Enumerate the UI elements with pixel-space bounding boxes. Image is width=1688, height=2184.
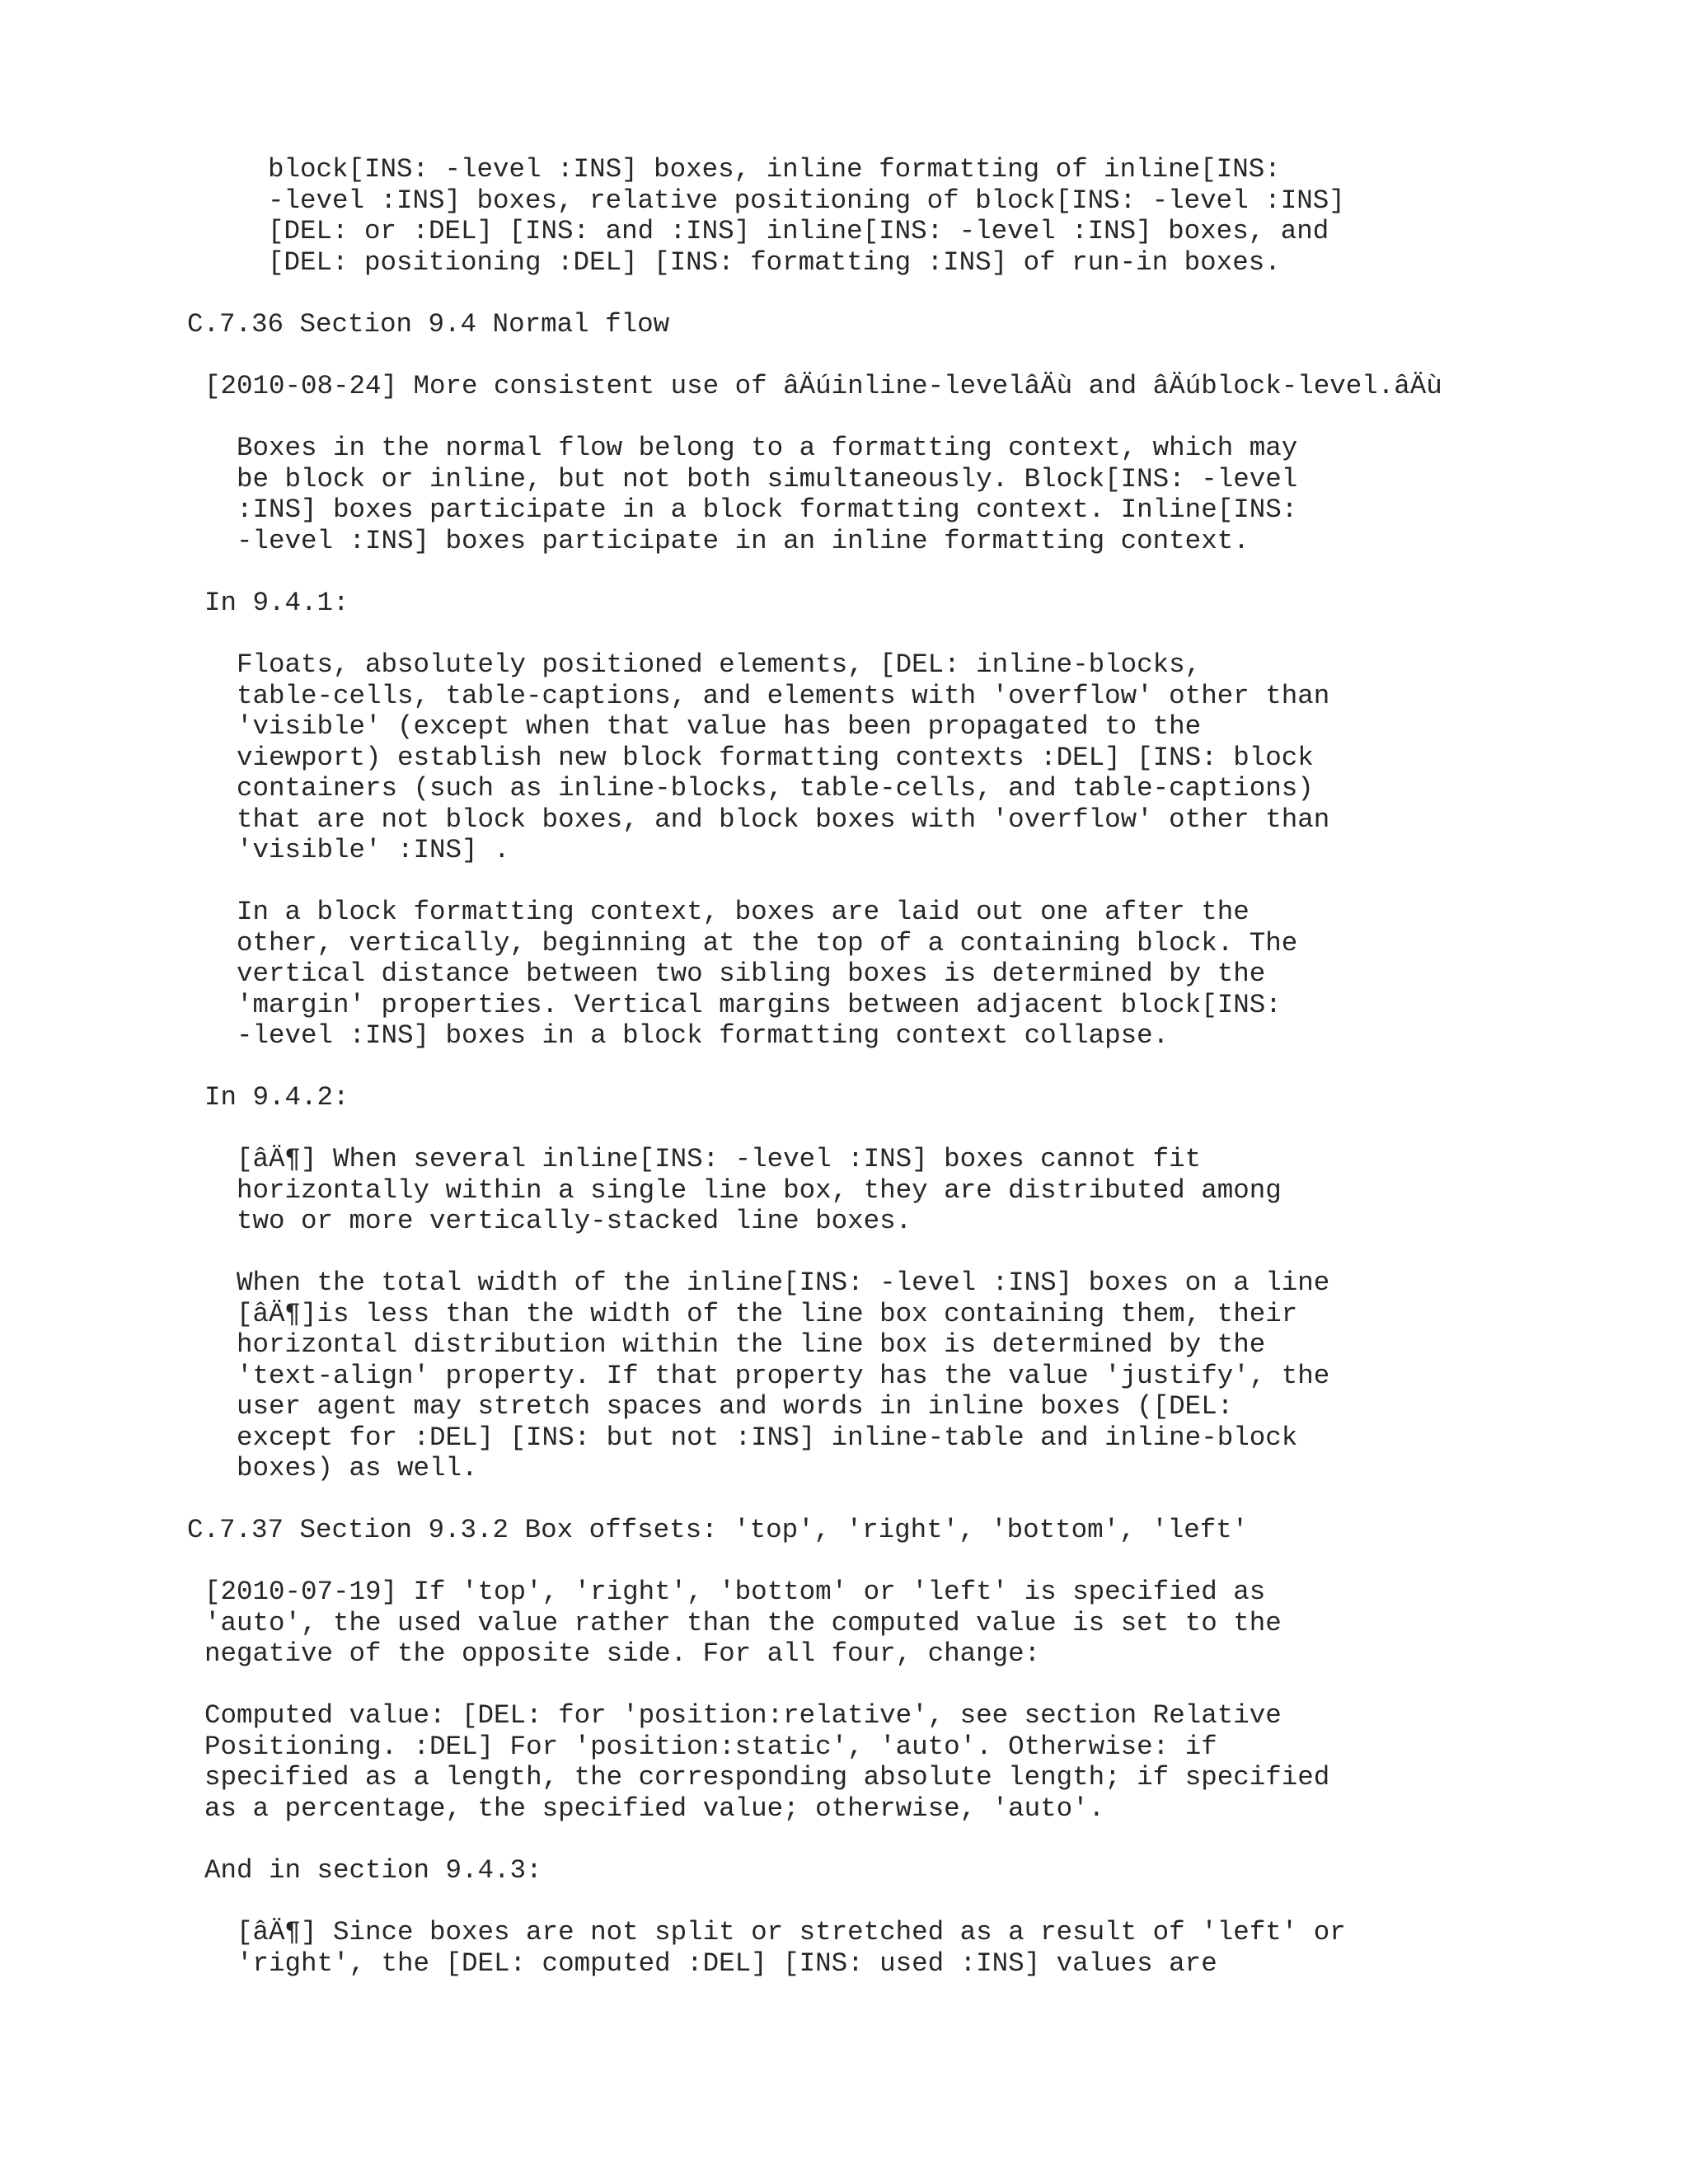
text-line: [DEL: positioning :DEL] [INS: formatting :INS] of run-in boxes. <box>268 247 1281 278</box>
text-line: two or more vertically-stacked line boxes. <box>237 1206 912 1236</box>
text-line: In 9.4.1: <box>204 588 349 618</box>
text-line: 'auto', the used value rather than the computed value is set to the <box>204 1608 1282 1638</box>
text-line: that are not block boxes, and block boxes with 'overflow' other than <box>237 804 1330 835</box>
text-line: other, vertically, beginning at the top of a containing block. The <box>237 928 1298 958</box>
text-line: 'margin' properties. Vertical margins between adjacent block[INS: <box>237 990 1282 1020</box>
text-line: table-cells, table-captions, and elements with 'overflow' other than <box>237 681 1330 711</box>
text-line: Computed value: [DEL: for 'position:relative', see section Relative <box>204 1700 1282 1731</box>
text-line: [âÄ¶]is less than the width of the line box containing them, their <box>237 1299 1298 1329</box>
text-line: Positioning. :DEL] For 'position:static', 'auto'. Otherwise: if <box>204 1732 1217 1762</box>
text-line: horizontal distribution within the line box is determined by the <box>237 1329 1266 1360</box>
text-line: horizontally within a single line box, they are distributed among <box>237 1175 1282 1206</box>
text-line: [âÄ¶] Since boxes are not split or stretched as a result of 'left' or <box>237 1917 1346 1947</box>
text-line: 'right', the [DEL: computed :DEL] [INS: used :INS] values are <box>237 1948 1217 1979</box>
text-line: negative of the opposite side. For all four, change: <box>204 1638 1041 1669</box>
text-line: [2010-08-24] More consistent use of âÄúinline-levelâÄù and âÄúblock-level.âÄù <box>204 371 1442 401</box>
text-line: When the total width of the inline[INS: -level :INS] boxes on a line <box>237 1268 1330 1298</box>
text-line: In a block formatting context, boxes are laid out one after the <box>237 897 1250 927</box>
text-line: be block or inline, but not both simultaneously. Block[INS: -level <box>237 464 1298 494</box>
text-line: 'text-align' property. If that property has the value 'justify', the <box>237 1361 1330 1391</box>
section-heading: C.7.36 Section 9.4 Normal flow <box>187 309 670 340</box>
text-line: And in section 9.4.3: <box>204 1855 542 1886</box>
text-line: Boxes in the normal flow belong to a formatting context, which may <box>237 433 1298 463</box>
text-line: viewport) establish new block formatting contexts :DEL] [INS: block <box>237 743 1314 773</box>
text-line: [DEL: or :DEL] [INS: and :INS] inline[INS: -level :INS] boxes, and <box>268 216 1329 246</box>
text-line: specified as a length, the corresponding absolute length; if specified <box>204 1762 1330 1793</box>
text-line: :INS] boxes participate in a block formatting context. Inline[INS: <box>237 494 1298 525</box>
section-heading: C.7.37 Section 9.3.2 Box offsets: 'top', 'right', 'bottom', 'left' <box>187 1515 1249 1545</box>
text-line: boxes) as well. <box>237 1453 478 1483</box>
text-line: vertical distance between two sibling boxes is determined by the <box>237 958 1266 989</box>
text-line: [âÄ¶] When several inline[INS: -level :INS] boxes cannot fit <box>237 1144 1202 1174</box>
text-line: -level :INS] boxes participate in an inline formatting context. <box>237 526 1250 556</box>
text-line: 'visible' (except when that value has been propagated to the <box>237 711 1202 742</box>
text-line: block[INS: -level :INS] boxes, inline formatting of inline[INS: <box>268 154 1281 185</box>
text-line: -level :INS] boxes, relative positioning of block[INS: -level :INS] <box>268 185 1345 216</box>
text-line: [2010-07-19] If 'top', 'right', 'bottom' or 'left' is specified as <box>204 1577 1266 1607</box>
text-line: user agent may stretch spaces and words in inline boxes ([DEL: <box>237 1391 1234 1422</box>
text-line: 'visible' :INS] . <box>237 835 510 865</box>
text-line: In 9.4.2: <box>204 1082 349 1113</box>
text-line: as a percentage, the specified value; otherwise, 'auto'. <box>204 1793 1105 1824</box>
text-line: containers (such as inline-blocks, table-cells, and table-captions) <box>237 773 1314 804</box>
text-line: Floats, absolutely positioned elements, [DEL: inline-blocks, <box>237 649 1202 680</box>
text-line: except for :DEL] [INS: but not :INS] inline-table and inline-block <box>237 1422 1298 1453</box>
text-line: -level :INS] boxes in a block formatting context collapse. <box>237 1020 1170 1051</box>
